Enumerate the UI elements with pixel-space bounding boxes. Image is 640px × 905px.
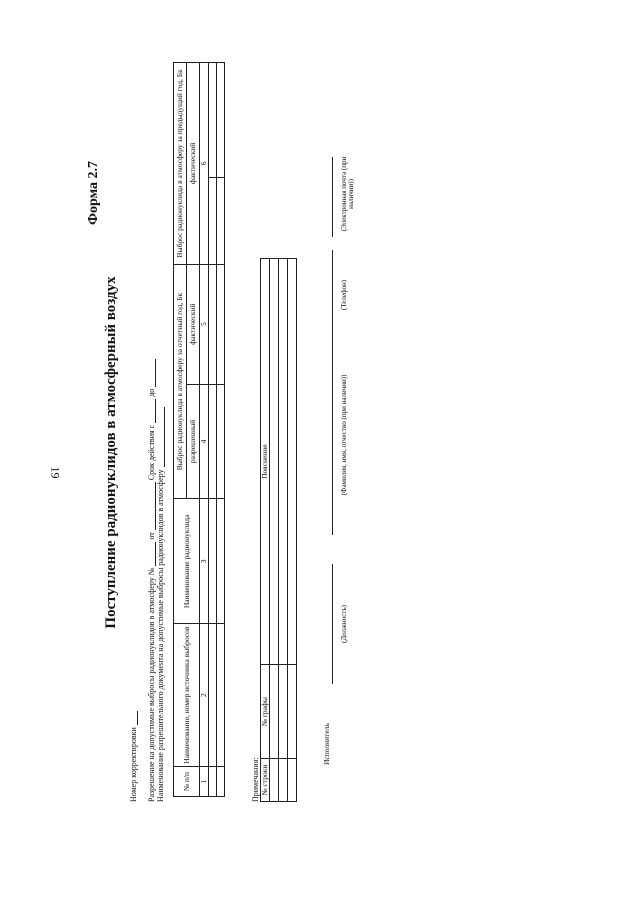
- email-line[interactable]: [332, 157, 333, 237]
- table-cell[interactable]: [216, 177, 224, 264]
- table-cell[interactable]: [269, 665, 278, 759]
- notes-table: [260, 258, 297, 802]
- table-cell[interactable]: [287, 665, 296, 759]
- notes-header-explanation: Пояснение: [261, 259, 270, 665]
- permit-label: Разрешение на допустимые выбросы радионуклидов в атмосферу №: [147, 567, 156, 802]
- notes-label: Примечания:: [251, 757, 260, 802]
- table-cell[interactable]: [216, 499, 224, 624]
- validity-to-blank[interactable]: [148, 359, 156, 387]
- col-number-1: 1: [200, 767, 209, 797]
- notes-header-row: № строки: [261, 759, 270, 802]
- table-cell[interactable]: [287, 759, 296, 802]
- form-label: Форма 2.7: [86, 160, 101, 225]
- table-cell[interactable]: [208, 177, 216, 264]
- header-source: Наименование, номер источника выбросов: [174, 624, 200, 767]
- permit-date-blank[interactable]: [148, 482, 156, 530]
- header-nuclide: Наименование радионуклида: [174, 499, 200, 624]
- correction-blank[interactable]: [130, 711, 138, 725]
- table-cell[interactable]: [208, 264, 216, 384]
- table-cell[interactable]: [216, 624, 224, 767]
- correction-line: [129, 711, 138, 802]
- table-cell[interactable]: [278, 259, 287, 665]
- phone-caption: (Телефон): [340, 279, 348, 311]
- name-caption: (Фамилия, имя, отчество (при наличии)): [340, 374, 348, 496]
- col-number-2: 2: [200, 624, 209, 767]
- correction-label: Номер корректировки: [129, 727, 138, 802]
- header-reporting-year: Выброс радионуклида в атмосферу за отчетный год, Бк: [174, 264, 187, 499]
- header-permitted: разрешенный: [187, 384, 200, 499]
- permit-doc-label: Наименование разрешительного документа на допустимые выбросы радионуклидов в атмосферу: [156, 469, 165, 802]
- phone-line[interactable]: [332, 250, 333, 340]
- table-cell[interactable]: [208, 624, 216, 767]
- table-cell[interactable]: [216, 384, 224, 499]
- table-cell[interactable]: [278, 665, 287, 759]
- page-number: 19: [48, 466, 63, 479]
- validity-from-blank[interactable]: [148, 399, 156, 423]
- emissions-table: [173, 62, 225, 797]
- email-caption: (Электронная почта (при наличии)): [340, 156, 356, 232]
- table-row: [269, 259, 278, 802]
- position-line[interactable]: [332, 564, 333, 684]
- permit-from-label: от: [147, 532, 156, 540]
- permit-number-blank[interactable]: [148, 542, 156, 566]
- table-cell[interactable]: [269, 259, 278, 665]
- table-cell[interactable]: [208, 384, 216, 499]
- name-line[interactable]: [332, 335, 333, 535]
- table-cell[interactable]: [216, 767, 224, 797]
- header-prev-year: Выброс радионуклида в атмосферу за предыдущий год, Бк: [174, 63, 187, 265]
- table-cell[interactable]: [216, 63, 224, 178]
- document-title: Поступление радионуклидов в атмосферный воздух: [103, 276, 119, 629]
- table-row: [287, 259, 296, 802]
- permit-line: [147, 359, 156, 802]
- executor-label: Исполнитель: [322, 723, 331, 765]
- col-number-3: 3: [200, 499, 209, 624]
- col-number-4: 4: [200, 384, 209, 499]
- header-actual: фактический: [187, 264, 200, 384]
- permit-doc-blank[interactable]: [157, 407, 165, 467]
- table-row: [278, 259, 287, 802]
- table-cell[interactable]: [216, 264, 224, 384]
- header-num: № п/п: [174, 767, 200, 797]
- table-cell[interactable]: [269, 759, 278, 802]
- validity-to-label: до: [147, 388, 156, 397]
- table-row: [216, 63, 224, 797]
- table-cell[interactable]: [208, 499, 216, 624]
- position-caption: (Должность): [340, 605, 348, 643]
- notes-header-col: № графы: [261, 665, 270, 759]
- col-number-5: 5: [200, 264, 209, 384]
- col-number-6: 6: [200, 63, 209, 265]
- table-cell[interactable]: [287, 259, 296, 665]
- table-cell[interactable]: [208, 767, 216, 797]
- validity-label: Срок действия с: [147, 424, 156, 481]
- table-cell[interactable]: [278, 759, 287, 802]
- table-cell[interactable]: [208, 63, 216, 178]
- header-prev-actual: фактический: [187, 63, 200, 265]
- table-row: [208, 63, 216, 797]
- permit-doc-line: [156, 407, 165, 802]
